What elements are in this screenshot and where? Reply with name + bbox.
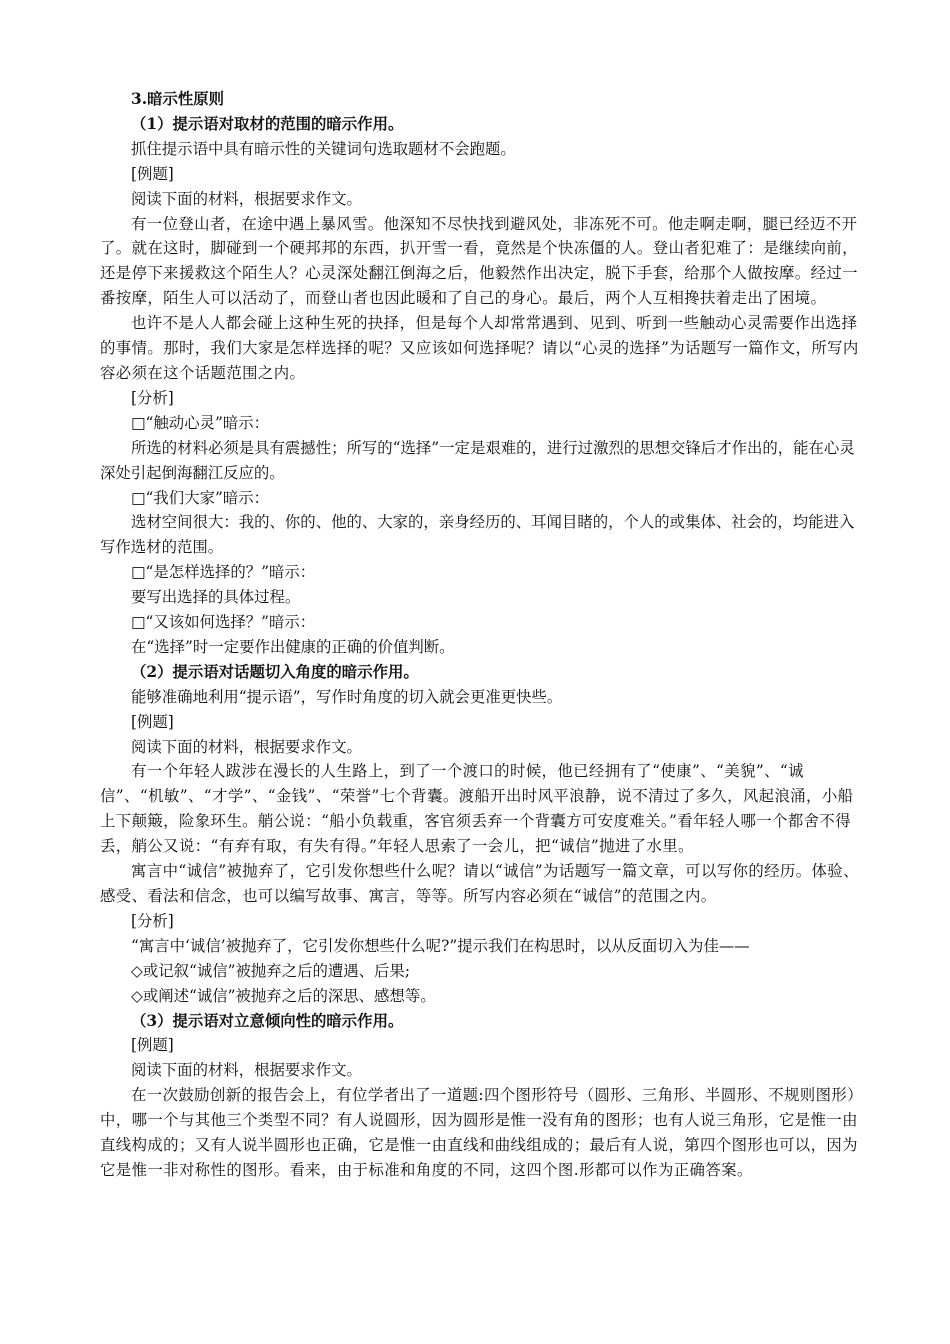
analysis-point: ◇或记叙“诚信”被抛弃之后的遭遇、后果;	[131, 961, 411, 980]
instruction: 阅读下面的材料，根据要求作文。	[131, 189, 362, 208]
subsection-heading-2: （2）提示语对话题切入角度的暗示作用。	[131, 662, 419, 681]
section-title: 3.暗示性原则	[131, 90, 225, 108]
subsection-heading-3: （3）提示语对立意倾向性的暗示作用。	[131, 1011, 404, 1030]
instruction: 阅读下面的材料，根据要求作文。	[131, 1061, 362, 1080]
example-tag: [例题]	[131, 712, 174, 731]
analysis-tag: [分析]	[131, 388, 174, 407]
analysis-tag: [分析]	[131, 911, 174, 930]
hint-label: □“是怎样选择的？”暗示：	[131, 563, 316, 582]
hint-text: 选材空间很大：我的、你的、他的、大家的，亲身经历的、耳闻目睹的，个人的或集体、社会的，均能进入写作选材的范围。	[100, 513, 855, 557]
story-paragraph: 有一个年轻人跋涉在漫长的人生路上，到了一个渡口的时候，他已经拥有了“使康”、“美貌”、“诚信”、“机敏”、“才学”、“金钱”、“荣誉”七个背囊。渡船开出时风平浪静，说不清过了多久，风起浪涌，小船上下颠簸，险象环生。艄公说：“船小负载重，客官须丢弃一个背囊方可安度难关。”看年轻人哪一个都舍不得丢，艄公又说：“有弃有取，有失有得。”年轻人思索了一会儿，把“诚信”抛进了水里。	[100, 762, 854, 856]
story-paragraph: 在一次鼓励创新的报告会上，有位学者出了一道题:四个图形符号（圆形、三角形、半圆形、不规则图形）中，哪一个与其他三个类型不同？有人说圆形，因为圆形是惟一没有角的图形；也有人说三角形，它是惟一由直线构成的；又有人说半圆形也正确，它是惟一由直线和曲线组成的；最后有人说，第四个图形也可以，因为它是惟一非对称性的图形。看来，由于标准和角度的不同，这四个图.形都可以作为正确答案。	[100, 1086, 858, 1179]
document-body	[100, 87, 860, 1183]
paragraph: 抓住提示语中具有暗示性的关键词句选取题材不会跑题。	[131, 139, 516, 158]
hint-text: 所选的材料必须是具有震撼性；所写的“选择”一定是艰难的，进行过激烈的思想交锋后才作出的，能在心灵深处引起倒海翻江反应的。	[100, 438, 855, 482]
example-tag: [例题]	[131, 1036, 174, 1055]
hint-label: □“我们大家”暗示：	[131, 488, 270, 507]
subsection-heading-1: （1）提示语对取材的范围的暗示作用。	[131, 114, 404, 133]
story-paragraph: 有一位登山者，在途中遇上暴风雪。他深知不尽快找到避风处，非冻死不可。他走啊走啊，腿已经迈不开了。就在这时，脚碰到一个硬邦邦的东西，扒开雪一看，竟然是个快冻僵的人。登山者犯难了：是继续向前，还是停下来援救这个陌生人？心灵深处翻江倒海之后，他毅然作出决定，脱下手套，给那个人做按摩。经过一番按摩，陌生人可以活动了，而登山者也因此暖和了自己的身心。最后，两个人互相搀扶着走出了困境。	[100, 214, 858, 308]
analysis-text: “寓言中‘诚信’被抛弃了，它引发你想些什么呢?”提示我们在构思时，以从反面切入为佳——	[131, 936, 750, 955]
hint-text: 要写出选择的具体过程。	[131, 588, 301, 607]
instruction: 阅读下面的材料，根据要求作文。	[131, 737, 362, 756]
task-paragraph: 也许不是人人都会碰上这种生死的抉择，但是每个人却常常遇到、见到、听到一些触动心灵需要作出选择的事情。那时，我们大家是怎样选择的呢？又应该如何选择呢？请以“心灵的选择”为话题写一篇作文，所写内容必须在这个话题范围之内。	[100, 314, 859, 382]
hint-label: □“又该如何选择？”暗示：	[131, 613, 316, 632]
task-paragraph: 寓言中“诚信”被抛弃了，它引发你想些什么呢？请以“诚信”为话题写一篇文章，可以写你的经历。体验、感受、看法和信念，也可以编写故事、寓言，等等。所写内容必须在“诚信”的范围之内。	[100, 862, 859, 905]
example-tag: [例题]	[131, 164, 174, 183]
hint-text: 在“选择”时一定要作出健康的正确的价值判断。	[131, 637, 455, 656]
analysis-point: ◇或阐述“诚信”被抛弃之后的深思、感想等。	[131, 986, 436, 1005]
hint-label: □“触动心灵”暗示：	[131, 413, 270, 432]
paragraph: 能够准确地利用“提示语”，写作时角度的切入就会更准更快些。	[131, 687, 563, 706]
